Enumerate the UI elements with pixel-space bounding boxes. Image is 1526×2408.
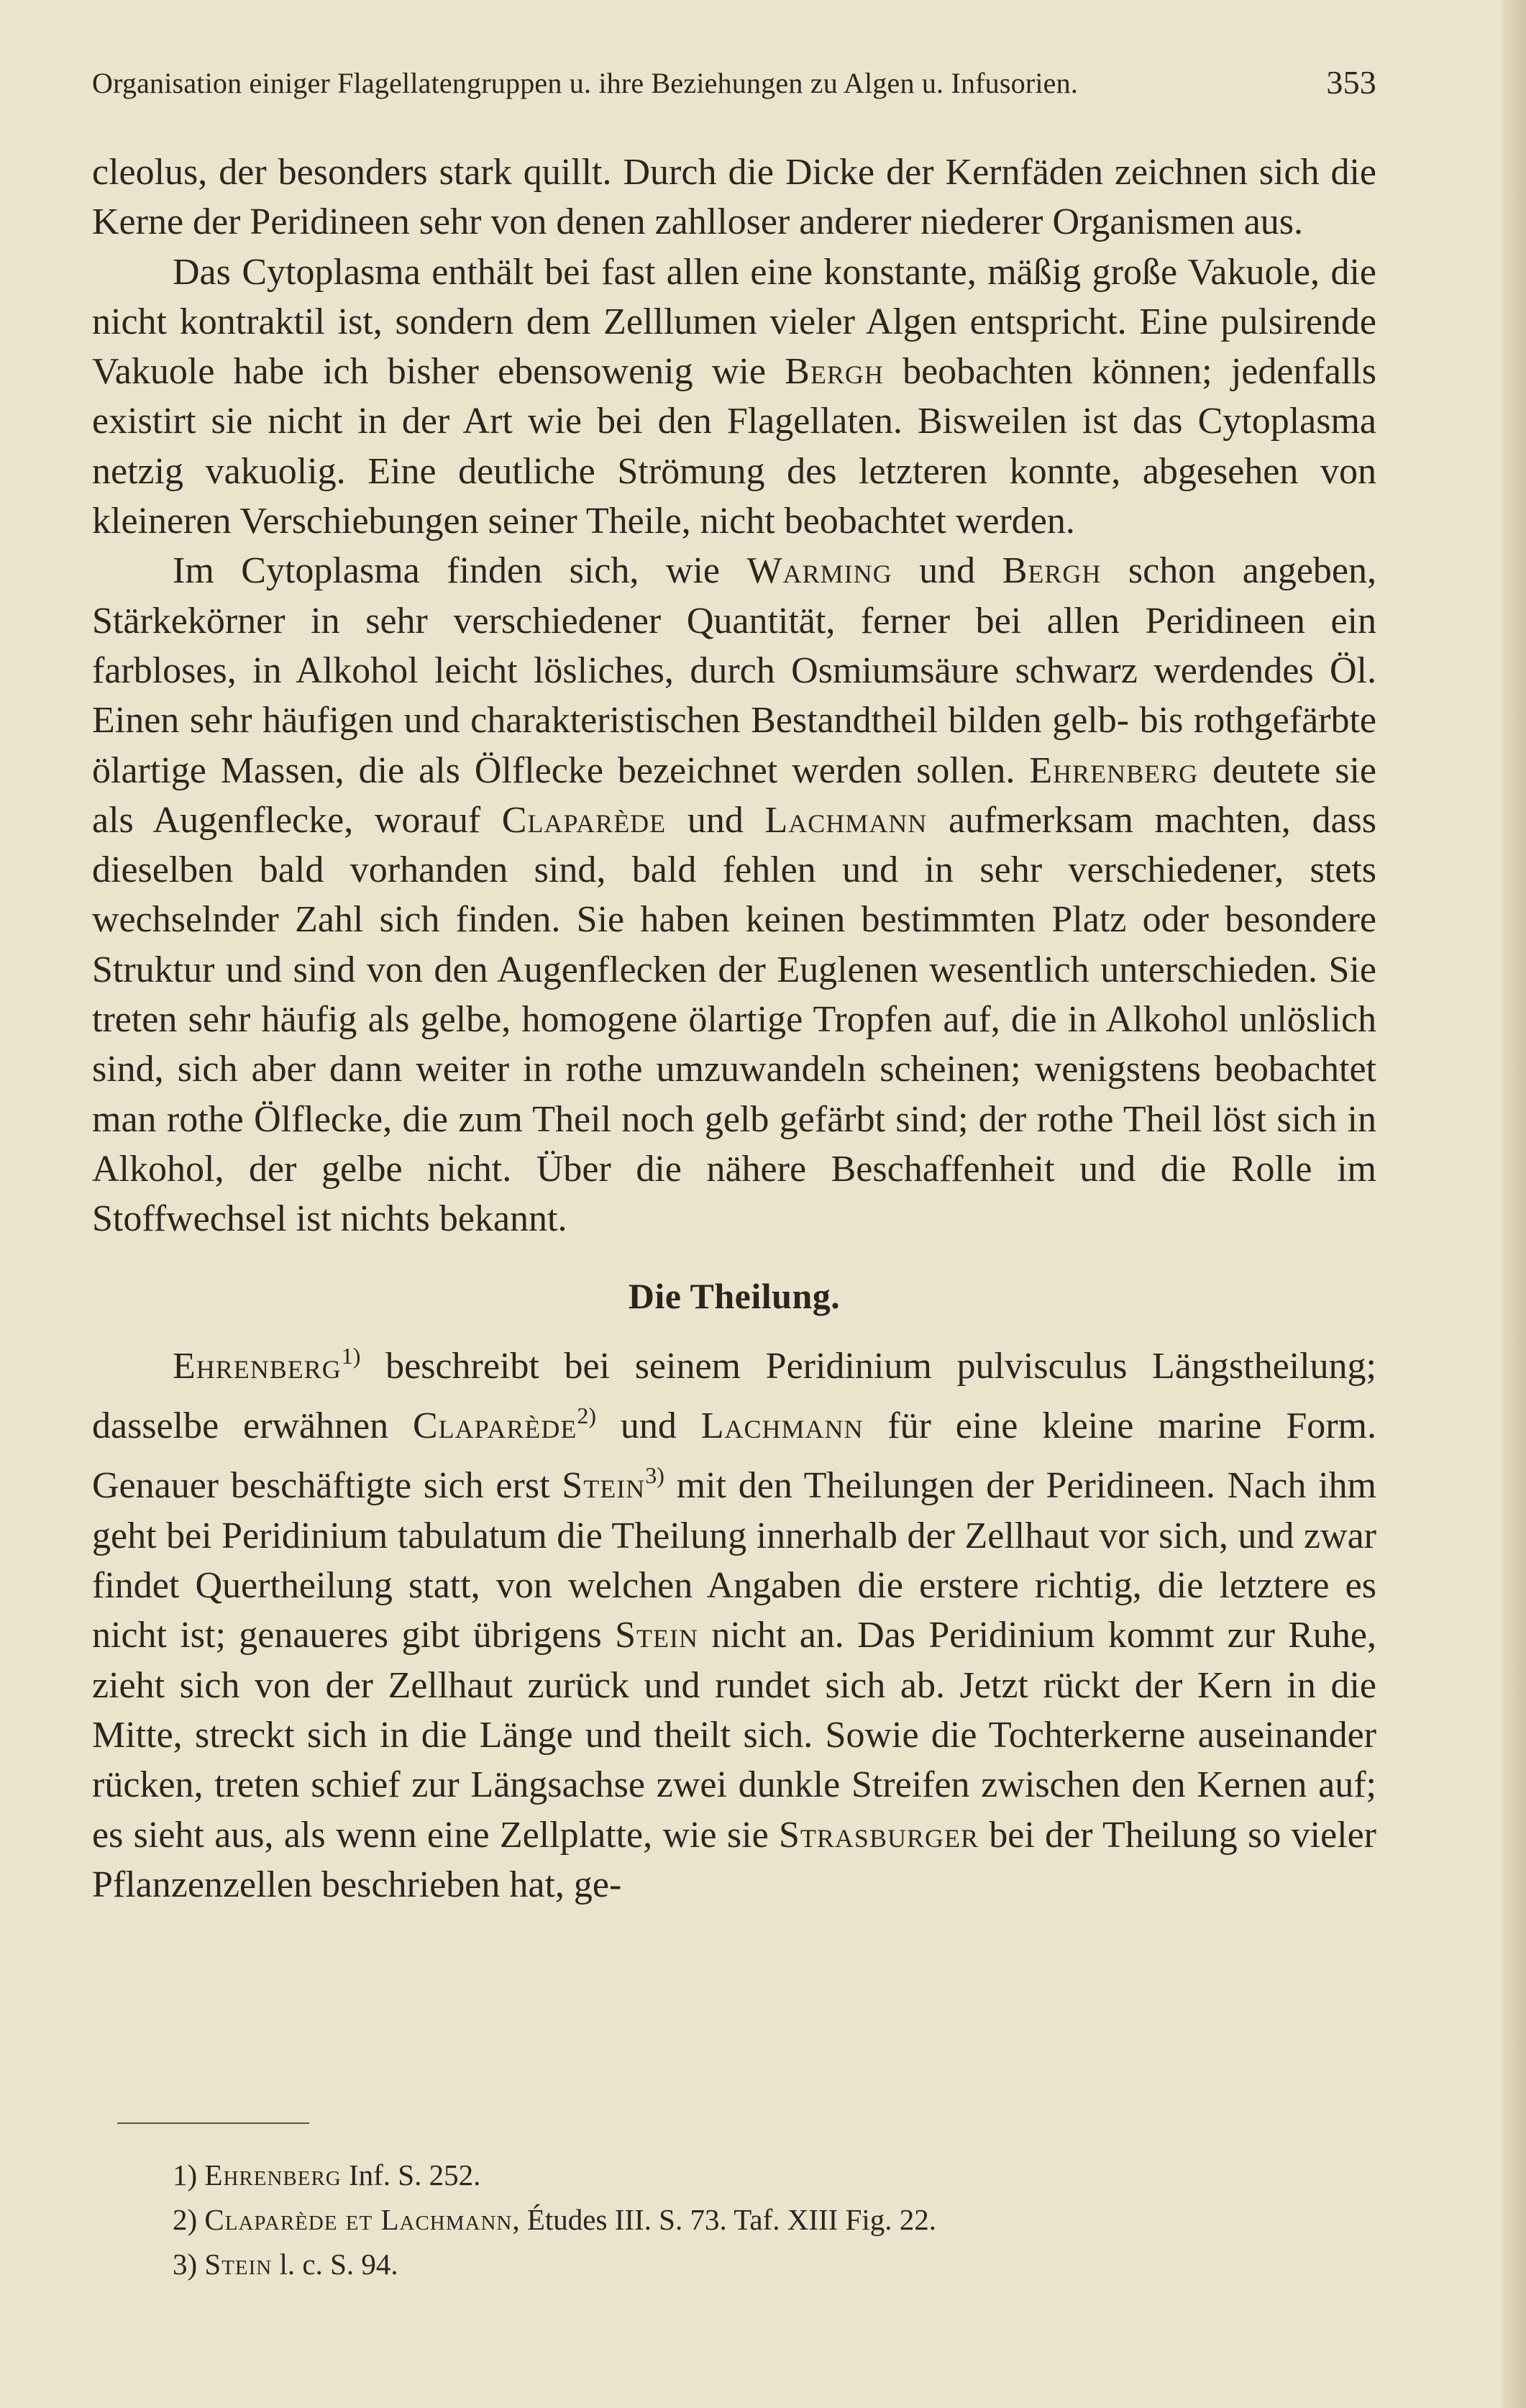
footnote-mark: 3)	[173, 2248, 198, 2281]
paragraph-2-text-a: Das Cytoplasma enthält bei fast allen eine konstante, mäßig große Vakuole, die nicht kontraktil ist, sondern dem Zelllumen vieler Algen entspricht. Eine pulsirende Vakuole habe ich bisher ebensowenig wie	[92, 251, 1376, 393]
footnote-ref-3[interactable]: 3)	[645, 1462, 664, 1489]
paragraph-3-text-a: Im Cytoplasma finden sich, wie	[173, 550, 747, 592]
footnote-2	[173, 2197, 936, 2242]
author-name: Warming	[746, 550, 892, 592]
footnote-author: Claparède et Lachmann	[204, 2203, 513, 2236]
author-name: Claparède	[501, 799, 667, 841]
footnote-ref-1[interactable]: 1)	[341, 1342, 361, 1369]
footnote-separator	[117, 2122, 309, 2124]
running-head	[92, 66, 1376, 100]
author-name: Bergh	[1002, 550, 1102, 592]
paragraph-4-text-e: nicht an. Das Peridinium kommt zur Ruhe, zieht sich von der Zellhaut zurück und rundet sich ab. Jetzt rückt der Kern in die Mitte, streckt sich in die Länge und theilt sich. Sowie die Tochterkerne auseinander rücken, treten schief zur Längsachse zwei dunkle Streifen zwischen den Kernen auf; es sieht aus, als wenn eine Zellplatte, wie sie	[92, 1615, 1376, 1856]
paragraph-4-text-a: beschreibt bei seinem Peridinium pulvisculus Längstheilung; dasselbe erwähnen	[92, 1345, 1376, 1447]
paragraph-1-text: cleolus, der besonders stark quillt. Durch die Dicke der Kernfäden zeichnen sich die Kerne der Peridineen sehr von denen zahlloser anderer niederer Organismen aus.	[92, 152, 1376, 243]
paragraph-3	[92, 546, 1376, 1244]
footnote-text: Inf. S. 252.	[341, 2158, 481, 2192]
footnote-author: Stein	[204, 2248, 273, 2281]
paragraph-3-text-d: deutete sie als Augenflecke, worauf	[92, 749, 1376, 841]
page-number: 353	[1326, 64, 1376, 101]
author-name: Ehrenberg	[173, 1345, 342, 1387]
paragraph-3-text-c: schon angeben, Stärkekörner in sehr verschiedener Quantität, ferner bei allen Peridineen ein farbloses, in Alkohol leicht lösliches, durch Osmiumsäure schwarz werdendes Öl. Einen sehr häufigen und charakteristischen Bestandtheil bilden gelb- bis rothgefärbte ölartige Massen, die als Ölflecke bezeichnet werden sollen.	[92, 550, 1376, 791]
footnote-3	[173, 2242, 936, 2286]
author-name: Stein	[562, 1465, 646, 1507]
footnote-text: l. c. S. 94.	[272, 2248, 398, 2281]
paragraph-3-text-b: und	[892, 550, 1002, 592]
author-name: Bergh	[785, 351, 884, 393]
footnote-mark: 2)	[173, 2203, 198, 2236]
paragraph-4-text-c: für eine kleine marine Form. Genauer beschäftigte sich erst	[92, 1405, 1377, 1507]
footnote-text: , Études III. S. 73. Taf. XIII Fig. 22.	[512, 2203, 937, 2236]
author-name: Strasburger	[779, 1814, 979, 1856]
paragraph-4-text-b: und	[596, 1405, 701, 1447]
paragraph-2-text-b: beobachten können; jedenfalls existirt sie nicht in der Art wie bei den Flagellaten. Bisweilen ist das Cytoplasma netzig vakuolig. Eine deutliche Strömung des letzteren konnte, abgesehen von kleineren Verschiebungen seiner Theile, nicht beobachtet werden.	[92, 351, 1376, 542]
page-edge-shadow	[1502, 0, 1526, 2408]
paragraph-1	[92, 147, 1376, 247]
author-name: Stein	[615, 1615, 699, 1656]
author-name: Ehrenberg	[1029, 749, 1199, 791]
paragraph-4-text-d: mit den Theilungen der Peridineen. Nach ihm geht bei Peridinium tabulatum die Theilung innerhalb der Zellhaut vor sich, und zwar findet Quertheilung statt, von welchen Angaben die erstere richtig, die letztere es nicht ist; genaueres gibt übrigens	[92, 1465, 1376, 1656]
footnote-mark: 1)	[173, 2158, 198, 2192]
running-head-title: Organisation einiger Flagellatengruppen u. ihre Beziehungen zu Algen u. Infusorien.	[92, 67, 1079, 99]
paragraph-3-text-e: und	[666, 799, 765, 841]
author-name: Claparède	[412, 1405, 577, 1447]
section-heading: Die Theilung.	[628, 1275, 841, 1316]
main-text	[92, 147, 1376, 1910]
footnote-1	[173, 2153, 936, 2197]
paragraph-4-text-f: bei der Theilung so vieler Pflanzenzellen beschrieben hat, ge-	[92, 1814, 1376, 1905]
paragraph-3-text-f: aufmerksam machten, dass dieselben bald vorhanden sind, bald fehlen und in sehr verschiedener, stets wechselnder Zahl sich finden. Sie haben keinen bestimmten Platz oder besondere Struktur und sind von den Augenflecken der Euglenen wesentlich unterschieden. Sie treten sehr häufig als gelbe, homogene ölartige Tropfen auf, die in Alkohol unlöslich sind, sich aber dann weiter in rothe umzuwandeln scheinen; wenigstens beobachtet man rothe Ölflecke, die zum Theil noch gelb gefärbt sind; der rothe Theil löst sich in Alkohol, der gelbe nicht. Über die nähere Beschaffenheit und die Rolle im Stoffwechsel ist nichts bekannt.	[92, 799, 1377, 1240]
footnotes	[173, 2153, 936, 2286]
author-name: Lachmann	[700, 1405, 864, 1447]
paragraph-2	[92, 247, 1376, 547]
paragraph-4	[92, 1331, 1376, 1910]
footnote-ref-2[interactable]: 2)	[577, 1403, 596, 1429]
footnote-author: Ehrenberg	[204, 2158, 342, 2192]
author-name: Lachmann	[764, 799, 928, 841]
